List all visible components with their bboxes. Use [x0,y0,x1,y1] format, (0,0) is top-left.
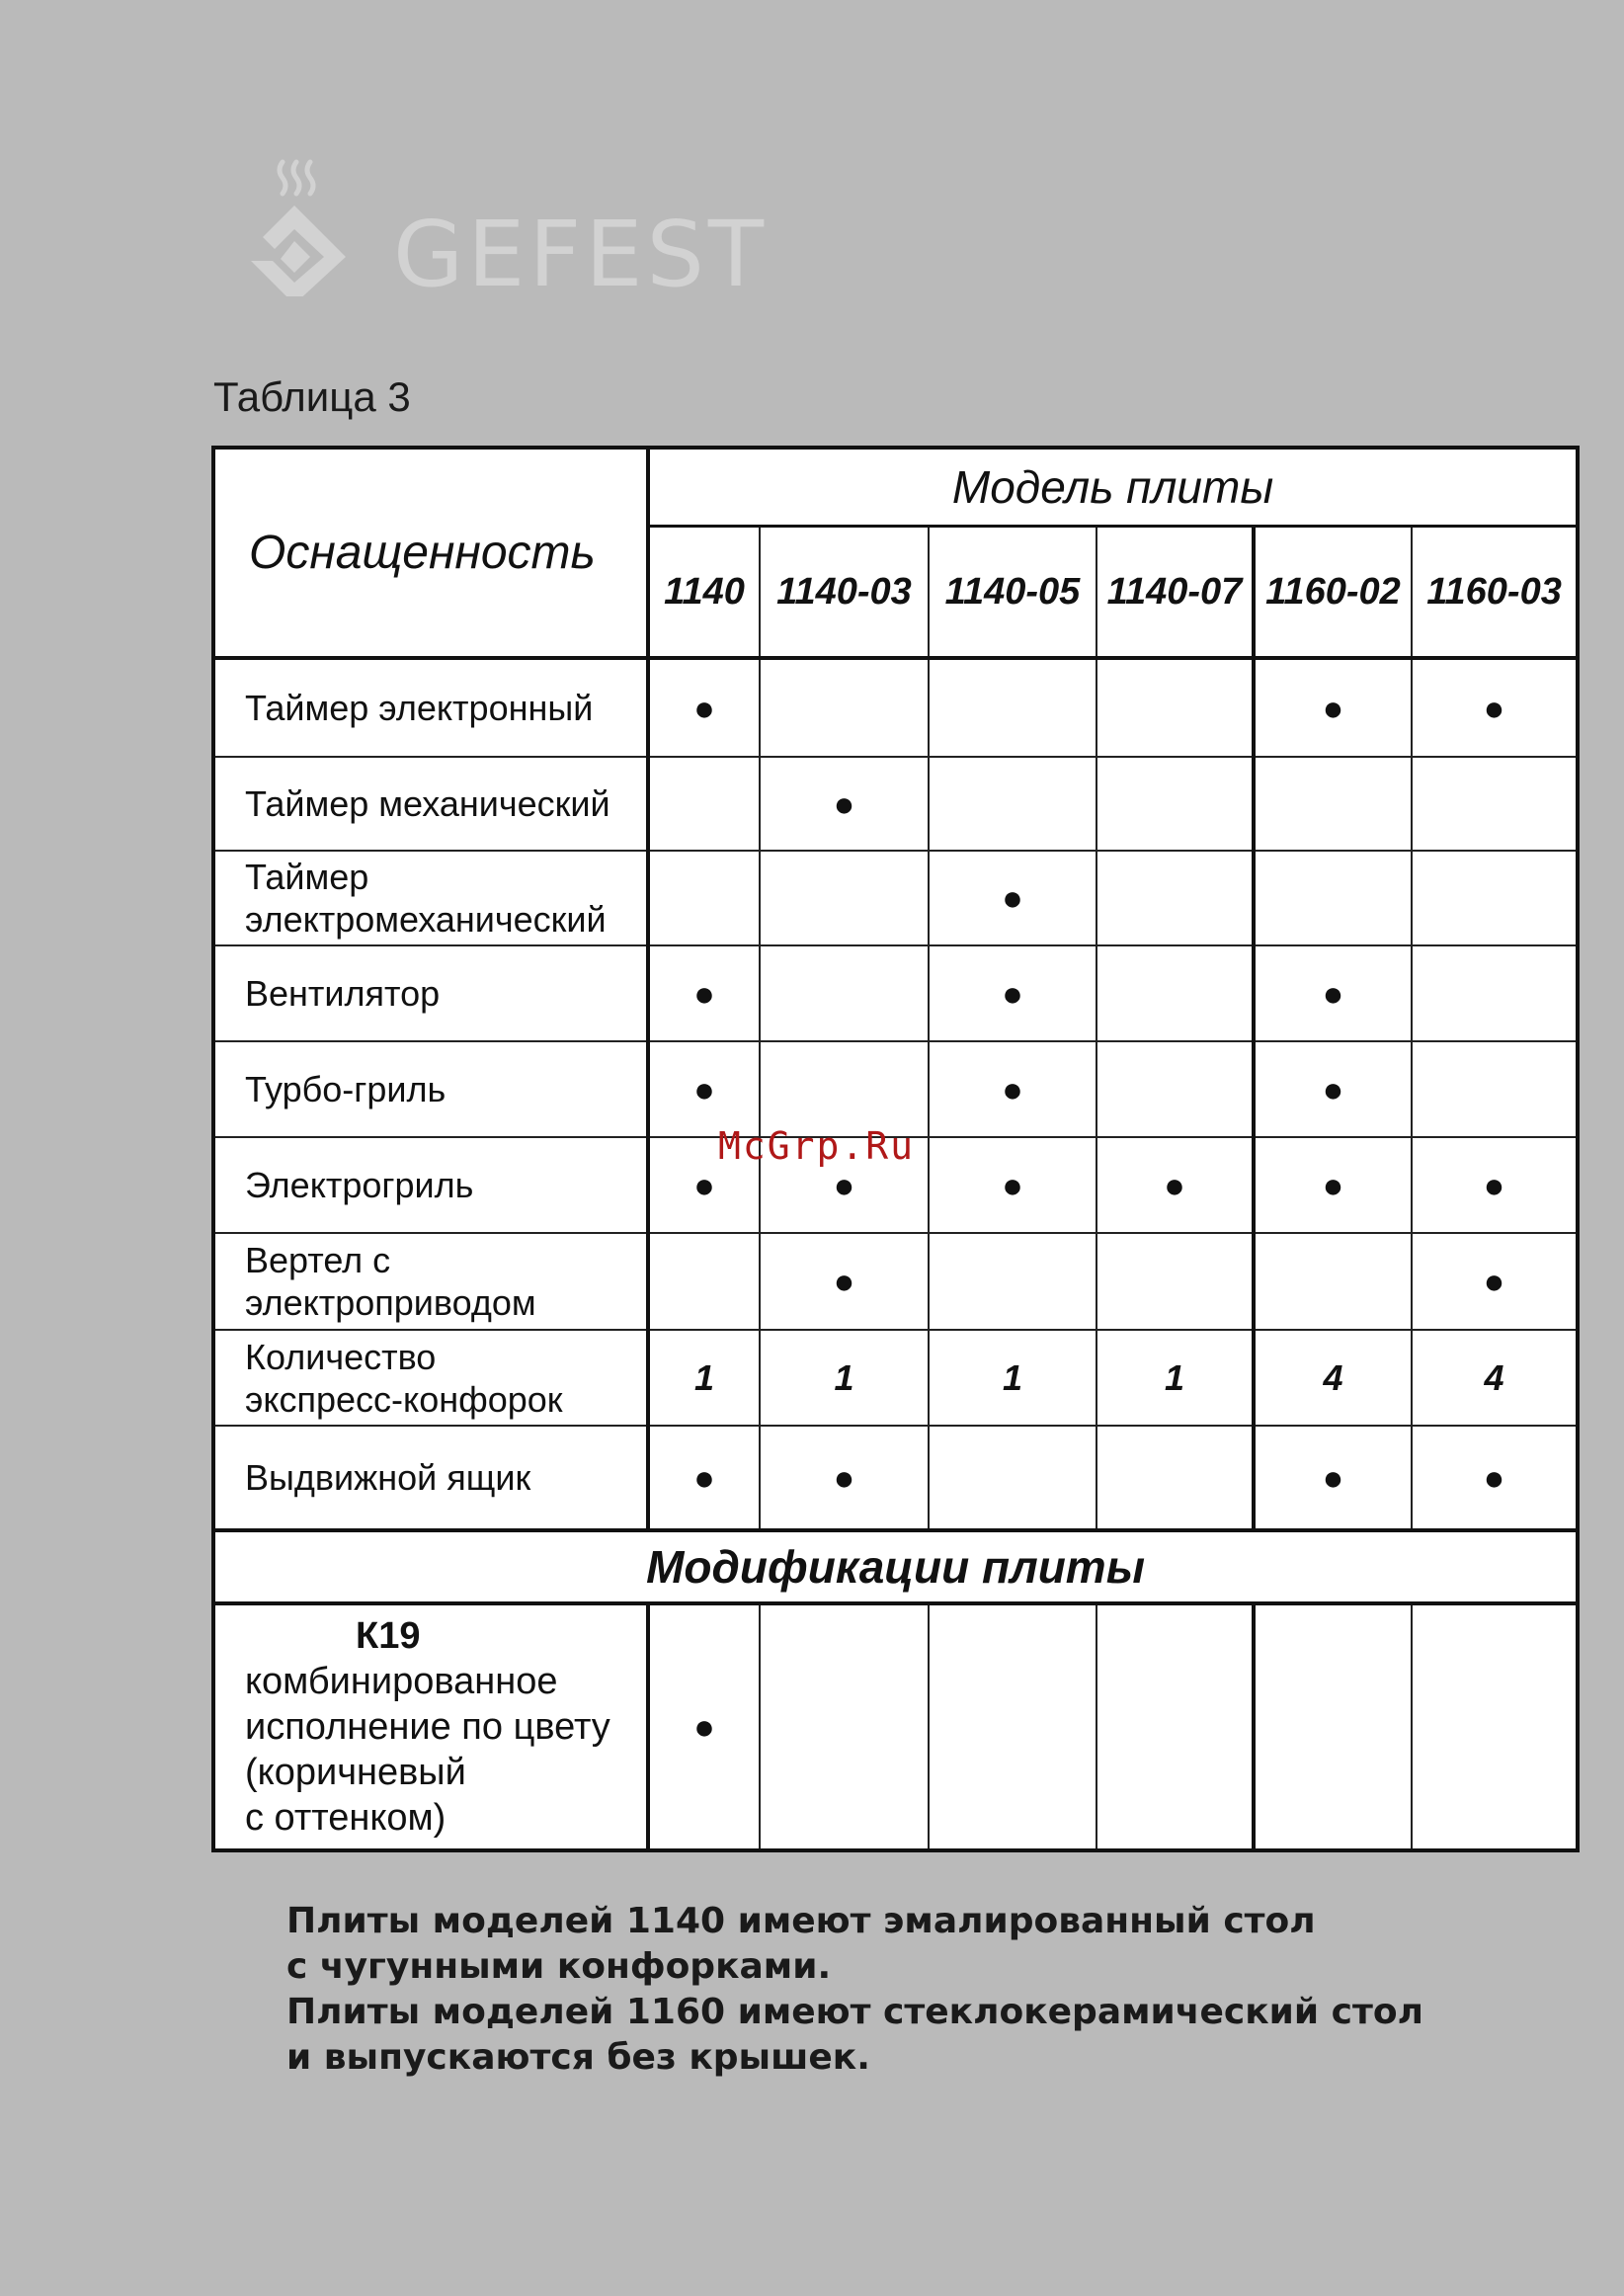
cell-value: 1 [693,1356,715,1398]
table-cell [1096,1041,1254,1137]
table-row [213,1233,1578,1330]
row-label: Электрогриль [213,1137,648,1233]
modification-code: К19 [356,1615,421,1657]
table-cell [760,851,929,945]
table-cell [1096,1137,1254,1233]
feature-dot: ● [1483,1456,1505,1498]
table-cell [1412,1603,1578,1850]
table-cell [760,757,929,851]
table-cell [929,1233,1096,1330]
table-cell [1254,1330,1412,1426]
row-label: Выдвижной ящик [213,1426,648,1530]
table-cell [648,945,760,1041]
feature-dot: ● [833,1164,855,1205]
feature-dot: ● [1164,1164,1185,1205]
table-cell [648,1233,760,1330]
table-cell [1254,757,1412,851]
cell-value: 4 [1323,1356,1343,1398]
feature-dot: ● [1322,687,1344,728]
table-cell [1412,1330,1578,1426]
table-cell [1412,1426,1578,1530]
table-cell [1096,1233,1254,1330]
row-label: Количество экспресс-конфорок [213,1330,648,1426]
row-label: Таймер механический [213,757,648,851]
model-column-header: 1140-05 [929,527,1096,659]
table-cell [648,1041,760,1137]
feature-dot: ● [693,687,715,728]
table-cell [1254,1426,1412,1530]
table-cell [1096,1426,1254,1530]
model-column-header: 1140-03 [760,527,929,659]
feature-dot: ● [1322,1164,1344,1205]
row-label: Таймер электронный [213,658,648,757]
feature-dot: ● [1002,1068,1023,1109]
gefest-logo-icon [245,158,383,296]
table-cell [760,1603,929,1850]
table-cell [760,945,929,1041]
table-cell [1412,945,1578,1041]
table-row [213,945,1578,1041]
model-header: Модель плиты [648,448,1578,527]
feature-dot: ● [693,1706,715,1747]
cell-value: 1 [834,1356,854,1398]
model-column-header: 1140 [648,527,760,659]
row-label: Вертел с электроприводом [213,1233,648,1330]
table-cell [1412,851,1578,945]
table-cell [1254,945,1412,1041]
feature-dot: ● [693,1068,715,1109]
table-cell [929,1137,1096,1233]
table-row [213,1041,1578,1137]
equipment-header: Оснащенность [213,448,648,658]
table-cell [1254,1233,1412,1330]
table-cell [929,1426,1096,1530]
table-cell [929,757,1096,851]
table-cell [929,1330,1096,1426]
feature-dot: ● [693,1456,715,1498]
table-row [213,658,1578,757]
table-cell [1096,851,1254,945]
table-row [213,1330,1578,1426]
table-cell [1096,1330,1254,1426]
table-cell [648,1330,760,1426]
watermark-text: McGrp.Ru [718,1124,916,1168]
modifications-header: Модификации плиты [213,1530,1578,1603]
feature-dot: ● [833,1261,855,1301]
row-label: Вентилятор [213,945,648,1041]
note-line: с чугунными конфорками. [286,1946,832,1987]
table-cell [648,658,760,757]
table-cell [648,1426,760,1530]
table-cell [929,1041,1096,1137]
table-cell [760,658,929,757]
table-cell [1254,1137,1412,1233]
feature-dot: ● [1483,1164,1505,1205]
header-row-1 [213,448,1578,527]
table-cell [1254,658,1412,757]
table-cell [1412,658,1578,757]
row-label: Таймер электромеханический [213,851,648,945]
table-cell [929,1603,1096,1850]
table-row [213,851,1578,945]
table-cell [1096,757,1254,851]
table-cell [760,1041,929,1137]
table-cell [760,1330,929,1426]
table-cell [648,851,760,945]
table-cell [1412,1041,1578,1137]
feature-dot: ● [833,782,855,824]
table-row [213,1426,1578,1530]
modifications-header-row [213,1530,1578,1603]
table-cell [1254,1603,1412,1850]
table-row [213,757,1578,851]
row-label: Турбо-гриль [213,1041,648,1137]
note-line: Плиты моделей 1140 имеют эмалированный стол [286,1901,1316,1941]
table-cell [1096,1603,1254,1850]
table-cell [929,658,1096,757]
note-line: Плиты моделей 1160 имеют стеклокерамический стол [286,1992,1423,2032]
table-cell [1412,1137,1578,1233]
table-cell [1254,851,1412,945]
table-cell [929,851,1096,945]
table-cell [1096,945,1254,1041]
feature-dot: ● [1002,1164,1023,1205]
table-cell [760,1426,929,1530]
table-cell [1412,757,1578,851]
cell-value: 1 [1164,1356,1185,1398]
notes-block [286,1899,1423,2081]
table-cell [1412,1233,1578,1330]
table-cell [648,1603,760,1850]
feature-dot: ● [833,1456,855,1498]
feature-dot: ● [1322,1068,1344,1109]
note-line: и выпускаются без крышек. [286,2037,870,2078]
modification-label [213,1603,648,1850]
table-cell [1254,1041,1412,1137]
cell-value: 4 [1484,1356,1504,1398]
feature-dot: ● [1002,972,1023,1014]
table-cell [760,1233,929,1330]
model-column-header: 1160-02 [1254,527,1412,659]
feature-dot: ● [1322,972,1344,1014]
feature-dot: ● [1002,877,1023,918]
model-column-header: 1160-03 [1412,527,1578,659]
gefest-logo [245,158,769,307]
modification-description: комбинированное исполнение по цвету (коричневый с оттенком) [245,1661,610,1839]
feature-dot: ● [1322,1456,1344,1498]
gefest-logo-text: GEFEST [393,202,769,307]
table-cell [648,757,760,851]
table-cell [929,945,1096,1041]
feature-dot: ● [693,1164,715,1205]
feature-dot: ● [693,972,715,1014]
table-caption: Таблица 3 [213,373,411,420]
feature-dot: ● [1483,1261,1505,1301]
modification-row [213,1603,1578,1850]
model-column-header: 1140-07 [1096,527,1254,659]
feature-dot: ● [1483,687,1505,728]
table-cell [1096,658,1254,757]
cell-value: 1 [1002,1356,1023,1398]
